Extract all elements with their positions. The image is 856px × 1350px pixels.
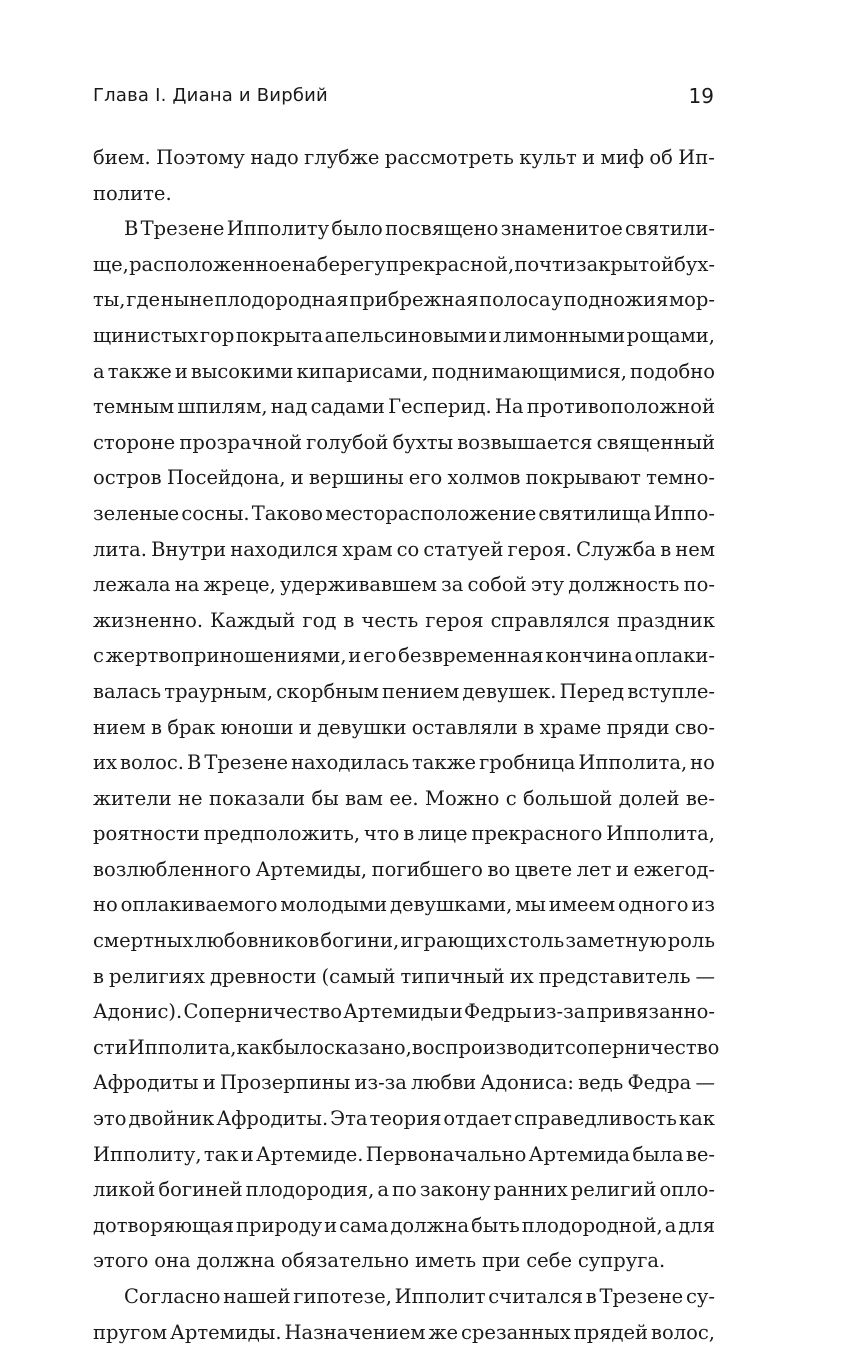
text-line: стороне прозрачной голубой бухты возвышается священный bbox=[93, 430, 715, 454]
text-line: валась траурным, скорбным пением девушек. Перед вступле- bbox=[93, 679, 715, 703]
text-line: роятности предположить, что в лице прекрасного Ипполита, bbox=[93, 822, 715, 846]
text-line: Согласно нашей гипотезе, Ипполит считался в Трезене су- bbox=[124, 1285, 715, 1308]
page-number: 19 bbox=[688, 84, 714, 108]
text-line: смертных любовников богини, играющих столь заметную роль bbox=[93, 929, 715, 953]
text-line: щинистых гор покрыта апельсиновыми и лимонными рощами, bbox=[93, 323, 715, 347]
text-line: жизненно. Каждый год в честь героя справлялся праздник bbox=[93, 608, 715, 632]
text-line: остров Посейдона, и вершины его холмов покрывают темно- bbox=[93, 466, 715, 490]
body-text bbox=[93, 140, 720, 1350]
text-line: бием. Поэтому надо глубже рассмотреть культ и миф об Ип- bbox=[93, 146, 715, 169]
text-line: но оплакиваемого молодыми девушками, мы имеем одного из bbox=[93, 893, 715, 917]
text-line: это двойник Афродиты. Эта теория отдает справедливость как bbox=[93, 1107, 715, 1131]
text-line: Адонис). Соперничество Артемиды и Федры из-за привязанно- bbox=[93, 1000, 715, 1024]
text-line: их волос. В Трезене находилась также гробница Ипполита, но bbox=[93, 751, 715, 775]
running-head: Глава I. Диана и Вирбий bbox=[93, 85, 328, 106]
text-line: возлюбленного Артемиды, погибшего во цвете лет и ежегод- bbox=[93, 857, 715, 881]
text-line: а также и высокими кипарисами, поднимающимися, подобно bbox=[93, 359, 715, 383]
text-line: нием в брак юноши и девушки оставляли в храме пряди сво- bbox=[93, 715, 715, 739]
text-line: лежала на жреце, удерживавшем за собой эту должность по- bbox=[93, 573, 715, 597]
text-line: ты, где ныне плодородная прибрежная полоса у подножия мор- bbox=[93, 288, 715, 312]
text-line: зеленые сосны. Таково месторасположение святилища Иппо- bbox=[93, 501, 715, 525]
text-line: этого она должна обязательно иметь при себе супруга. bbox=[93, 1249, 666, 1273]
text-line: Ипполиту, так и Артемиде. Первоначально Артемида была ве- bbox=[93, 1142, 715, 1166]
text-line: лита. Внутри находился храм со статуей героя. Служба в нем bbox=[93, 537, 715, 561]
text-line: жители не показали бы вам ее. Можно с большой долей ве- bbox=[93, 786, 715, 810]
text-line: пругом Артемиды. Назначением же срезанных прядей волос, bbox=[93, 1320, 715, 1344]
text-line: В Трезене Ипполиту было посвящено знаменитое святили- bbox=[124, 217, 715, 241]
text-line: ще, расположенное на берегу прекрасной, почти закрытой бух- bbox=[93, 252, 715, 276]
text-line: ликой богиней плодородия, а по закону ранних религий опло- bbox=[93, 1178, 715, 1202]
text-line: Афродиты и Прозерпины из-за любви Адониса: ведь Федра — bbox=[93, 1071, 715, 1095]
text-line: дотворяющая природу и сама должна быть плодородной, а для bbox=[93, 1213, 715, 1237]
text-line: в религиях древности (самый типичный их представитель — bbox=[93, 964, 715, 988]
text-line: сти Ипполита, как было сказано, воспроизводит соперничество bbox=[93, 1035, 720, 1059]
text-line: полите. bbox=[93, 181, 172, 205]
text-line: темным шпилям, над садами Гесперид. На противоположной bbox=[93, 395, 715, 419]
text-line: с жертвоприношениями, и его безвременная кончина оплаки- bbox=[93, 644, 715, 668]
